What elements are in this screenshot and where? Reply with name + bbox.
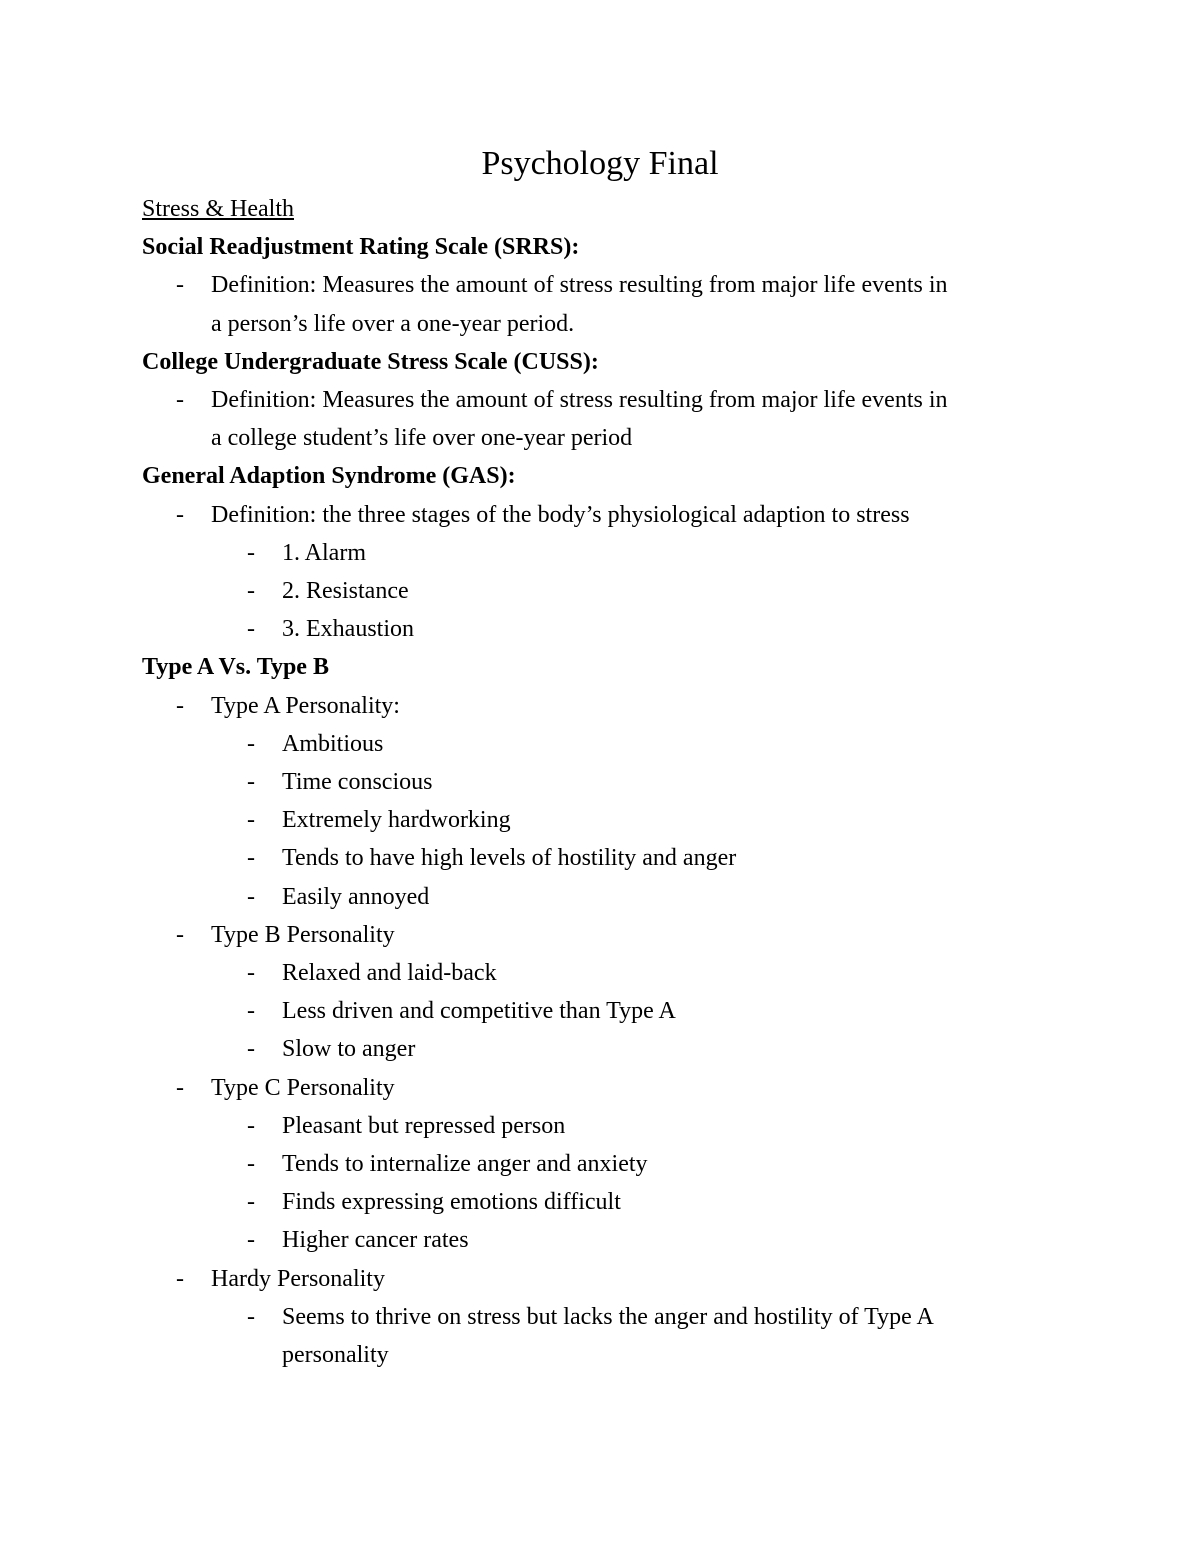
srrs-heading xyxy=(142,228,1072,266)
type-b-trait xyxy=(142,992,1072,1030)
bullet-dash: - xyxy=(247,807,255,834)
gas-definition-text: Definition: the three stages of the body’s physiological adaption to stress xyxy=(211,501,910,528)
bullet-dash: - xyxy=(176,272,184,299)
bullet-dash: - xyxy=(176,1074,184,1101)
type-b-label xyxy=(142,916,1072,954)
gas-definition xyxy=(142,496,1072,534)
bullet-dash: - xyxy=(247,769,255,796)
cuss-definition-line1: Definition: Measures the amount of stress resulting from major life events in xyxy=(211,387,948,414)
bullet-dash: - xyxy=(176,1265,184,1292)
bullet-dash: - xyxy=(247,1189,255,1216)
gas-stage-text: 2. Resistance xyxy=(282,578,409,605)
type-a-trait-text: Ambitious xyxy=(282,730,384,757)
hardy-trait-line1: Seems to thrive on stress but lacks the anger and hostility of Type A xyxy=(282,1303,934,1330)
type-c-label xyxy=(142,1069,1072,1107)
bullet-dash: - xyxy=(247,1303,255,1330)
type-c-trait-text: Tends to internalize anger and anxiety xyxy=(282,1151,648,1178)
page-title: Psychology Final xyxy=(481,145,719,182)
srrs-definition xyxy=(142,266,1072,342)
type-a-label-text: Type A Personality: xyxy=(211,692,400,719)
type-c-trait xyxy=(142,1221,1072,1259)
bullet-dash: - xyxy=(176,692,184,719)
type-a-trait-text: Tends to have high levels of hostility and anger xyxy=(282,845,737,872)
type-c-trait-text: Finds expressing emotions difficult xyxy=(282,1189,621,1216)
gas-stage xyxy=(142,610,1072,648)
types-heading xyxy=(142,648,1072,686)
bullet-dash: - xyxy=(247,883,255,910)
type-a-trait xyxy=(142,878,1072,916)
type-b-trait-text: Less driven and competitive than Type A xyxy=(282,998,676,1025)
gas-heading-bold: General Adaption Syndrome xyxy=(142,463,437,490)
cuss-heading-rest: (CUSS): xyxy=(507,348,599,375)
bullet-dash: - xyxy=(176,501,184,528)
hardy-label-text: Hardy Personality xyxy=(211,1265,385,1292)
gas-stage xyxy=(142,572,1072,610)
srrs-definition-line2: a person’s life over a one-year period. xyxy=(211,310,575,337)
type-c-trait xyxy=(142,1145,1072,1183)
gas-heading xyxy=(142,457,1072,495)
bullet-dash: - xyxy=(247,1151,255,1178)
type-c-trait xyxy=(142,1107,1072,1145)
bullet-dash: - xyxy=(247,960,255,987)
cuss-definition xyxy=(142,381,1072,457)
type-a-trait-text: Extremely hardworking xyxy=(282,807,511,834)
srrs-definition-line1: Definition: Measures the amount of stress resulting from major life events in xyxy=(211,272,948,299)
bullet-dash: - xyxy=(247,730,255,757)
type-c-trait xyxy=(142,1183,1072,1221)
document-body xyxy=(142,190,1072,1374)
hardy-trait-line2: personality xyxy=(282,1342,389,1369)
bullet-dash: - xyxy=(247,998,255,1025)
srrs-heading-bold: Social Readjustment Rating Scale xyxy=(142,234,488,261)
cuss-heading-bold: College Undergraduate Stress Scale xyxy=(142,348,508,375)
gas-stage-text: 1. Alarm xyxy=(282,539,366,566)
bullet-dash: - xyxy=(247,1112,255,1139)
types-heading-text: Type A Vs. Type B xyxy=(142,654,329,681)
gas-heading-rest: (GAS): xyxy=(436,463,516,490)
type-b-trait-text: Relaxed and laid-back xyxy=(282,960,497,987)
hardy-trait xyxy=(142,1298,1072,1374)
bullet-dash: - xyxy=(247,616,255,643)
bullet-dash: - xyxy=(247,1227,255,1254)
type-a-label xyxy=(142,687,1072,725)
type-b-trait xyxy=(142,954,1072,992)
bullet-dash: - xyxy=(247,578,255,605)
section-label: Stress & Health xyxy=(142,196,294,222)
type-b-trait-text: Slow to anger xyxy=(282,1036,416,1063)
type-b-label-text: Type B Personality xyxy=(211,921,395,948)
hardy-label xyxy=(142,1260,1072,1298)
bullet-dash: - xyxy=(247,539,255,566)
bullet-dash: - xyxy=(176,921,184,948)
bullet-dash: - xyxy=(247,1036,255,1063)
bullet-dash: - xyxy=(176,387,184,414)
type-a-trait xyxy=(142,801,1072,839)
gas-stage xyxy=(142,534,1072,572)
cuss-heading xyxy=(142,343,1072,381)
bullet-dash: - xyxy=(247,845,255,872)
type-c-trait-text: Pleasant but repressed person xyxy=(282,1112,566,1139)
type-a-trait-text: Time conscious xyxy=(282,769,433,796)
type-a-trait xyxy=(142,763,1072,801)
type-b-trait xyxy=(142,1030,1072,1068)
gas-stage-text: 3. Exhaustion xyxy=(282,616,414,643)
type-c-trait-text: Higher cancer rates xyxy=(282,1227,469,1254)
type-a-trait xyxy=(142,839,1072,877)
srrs-heading-rest: (SRRS): xyxy=(487,234,580,261)
type-c-label-text: Type C Personality xyxy=(211,1074,395,1101)
type-a-trait xyxy=(142,725,1072,763)
type-a-trait-text: Easily annoyed xyxy=(282,883,430,910)
cuss-definition-line2: a college student’s life over one-year period xyxy=(211,425,633,452)
